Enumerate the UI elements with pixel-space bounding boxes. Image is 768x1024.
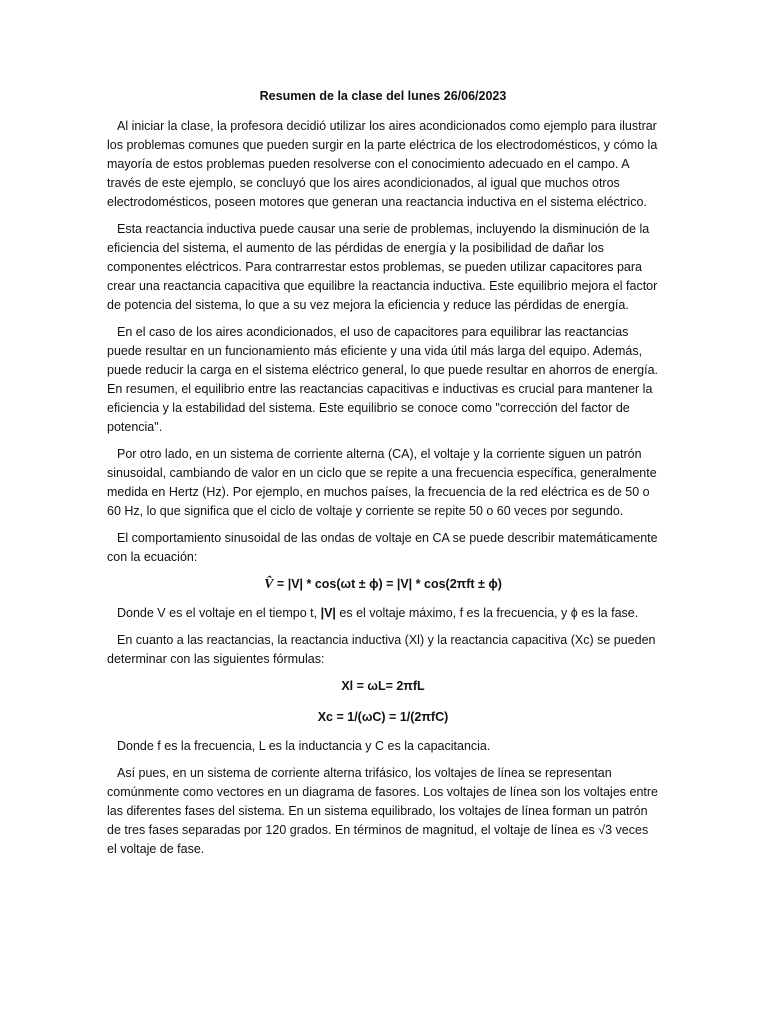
paragraph-air-conditioners: En el caso de los aires acondicionados, el uso de capacitores para equilibrar las reactancias puede resultar en un funcionamiento más eficiente y una vida útil más larga del equipo. Además, puede reducir la carga en el sistema eléctrico general, lo que puede resultar en ahorros de energía. En resumen, el equilibrio entre las reactancias capacitivas e inductivas es crucial para mantener la eficiencia y la estabilidad del sistema. Este equilibrio se conoce como "corrección del factor de potencia". [107, 325, 659, 434]
paragraph-reactance-formulas: En cuanto a las reactancias, la reactancia inductiva (Xl) y la reactancia capacitiva (Xc) se pueden determinar con las siguientes fórmulas: [107, 633, 656, 666]
paragraph-variables: Donde f es la frecuencia, L es la inductancia y C es la capacitancia. [117, 739, 491, 753]
equation-voltage-symbol: V̂ [264, 577, 274, 592]
paragraph-intro: Al iniciar la clase, la profesora decidió utilizar los aires acondicionados como ejemplo para ilustrar los problemas comunes que pueden surgir en la parte eléctrica de los electrodomésticos, y cómo la mayoría de estos problemas pueden resolverse con el conocimiento adecuado en el campo. A través de este ejemplo, se concluyó que los aires acondicionados, al igual que muchos otros electrodomésticos, poseen motores que generan una reactancia inductiva en el sistema eléctrico. [107, 119, 658, 209]
paragraph-sinusoidal: El comportamiento sinusoidal de las ondas de voltaje en CA se puede describir matemáticamente con la ecuación: [107, 531, 658, 564]
document-page [107, 87, 659, 867]
equation-voltage [107, 575, 659, 594]
paragraph-three-phase: Así pues, en un sistema de corriente alterna trifásico, los voltajes de línea se representan comúnmente como vectores en un diagrama de fasores. Los voltajes de línea son los voltajes entre las diferentes fases del sistema. En un sistema equilibrado, los voltajes de línea forman un patrón de tres fases separadas por 120 grados. En términos de magnitud, el voltaje de línea es √3 veces el voltaje de fase. [107, 766, 659, 856]
equation-inductive: Xl = ωL= 2πfL [341, 679, 425, 693]
equation-voltage-body: = |V| * cos(ωt ± ϕ) = |V| * cos(2πft ± ϕ) [273, 577, 502, 591]
voltage-definition-part-a: Donde V es el voltaje en el tiempo t, [117, 606, 321, 620]
voltage-definition-part-c: es el voltaje máximo, f es la frecuencia, y ϕ es la fase. [335, 606, 639, 620]
paragraph-alternating-current: Por otro lado, en un sistema de corriente alterna (CA), el voltaje y la corriente siguen un patrón sinusoidal, cambiando de valor en un ciclo que se repite a una frecuencia específica, generalmente medida en Hertz (Hz). Por ejemplo, en muchos países, la frecuencia de la red eléctrica es de 50 o 60 Hz, lo que significa que el ciclo de voltaje y corriente se repite 50 o 60 veces por segundo. [107, 447, 657, 518]
paragraph-inductive-reactance: Esta reactancia inductiva puede causar una serie de problemas, incluyendo la disminución de la eficiencia del sistema, el aumento de las pérdidas de energía y la posibilidad de dañar los componentes eléctricos. Para contrarrestar estos problemas, se pueden utilizar capacitores para crear una reactancia capacitiva que equilibre la reactancia inductiva. Este equilibrio mejora el factor de potencia del sistema, lo que a su vez mejora la eficiencia y reduce las pérdidas de energía. [107, 222, 658, 312]
paragraph-voltage-definition [107, 604, 659, 623]
equation-capacitive: Xc = 1/(ωC) = 1/(2πfC) [317, 710, 449, 724]
document-title: Resumen de la clase del lunes 26/06/2023 [259, 89, 507, 103]
voltage-definition-magnitude: |V| [320, 606, 336, 620]
